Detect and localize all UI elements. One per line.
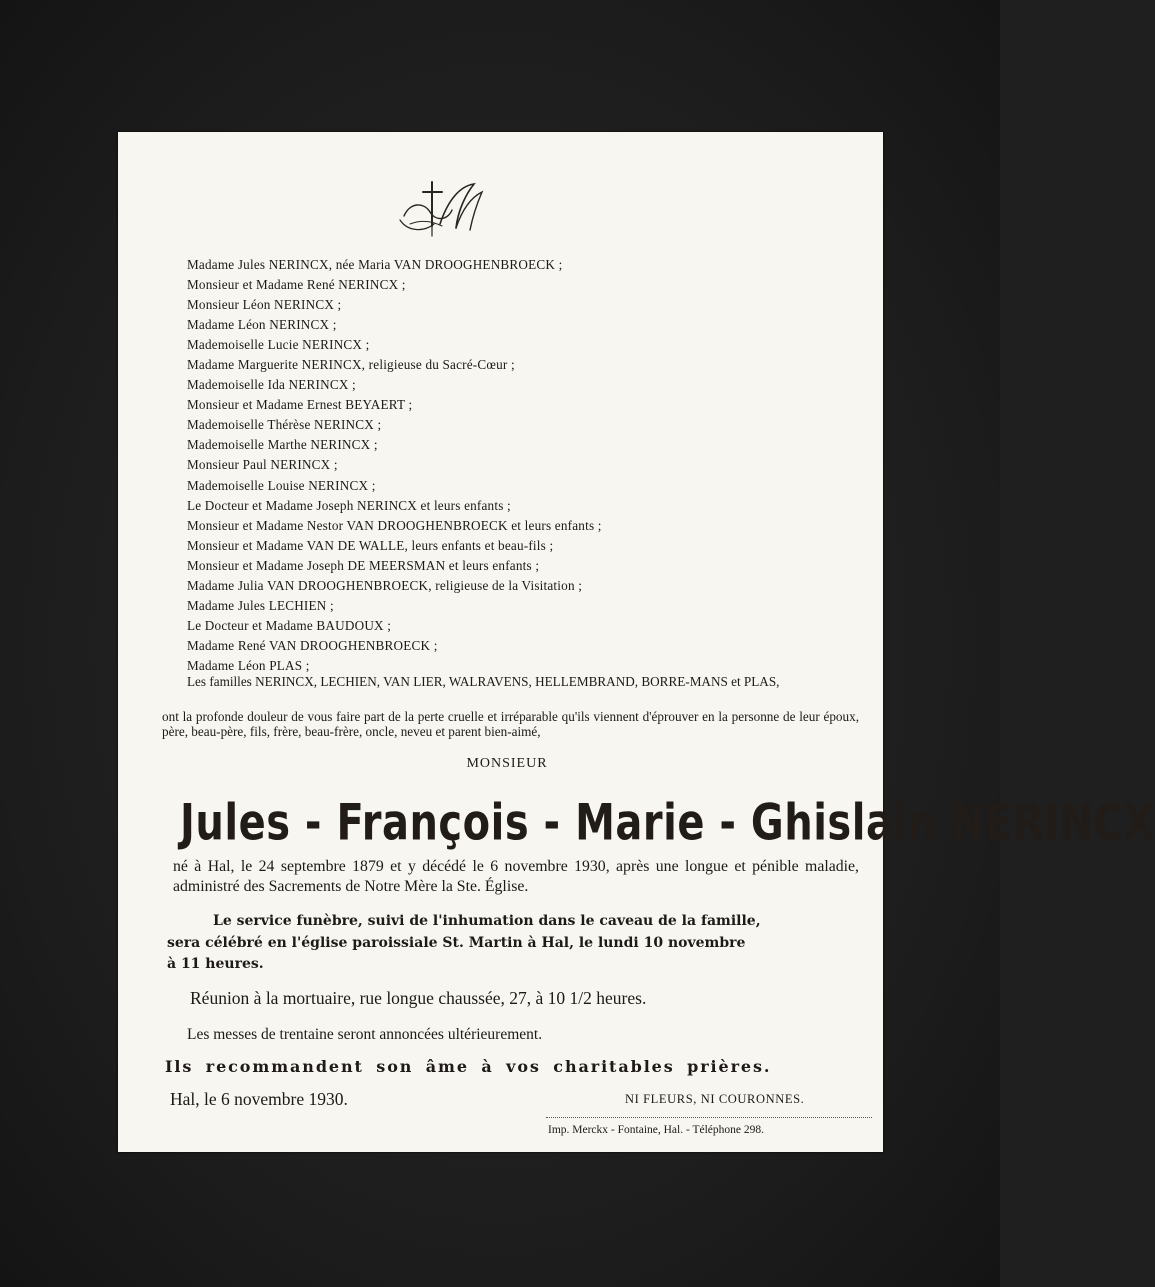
mourner-line: Mademoiselle Ida NERINCX ; [187, 377, 356, 393]
announcement-paragraph: ont la profonde douleur de vous faire part de la perte cruelle et irréparable qu'ils viennent d'éprouver en la personne de leur époux, père, beau-père, fils, frère, beau-frère, oncle, neveu et parent bien-aimé, [162, 709, 859, 739]
reunion-line: Réunion à la mortuaire, rue longue chaussée, 27, à 10 1/2 heures. [190, 988, 647, 1008]
mourner-line: Madame Julia VAN DROOGHENBROECK, religieuse de la Visitation ; [187, 577, 583, 593]
mourner-line: Mademoiselle Thérèse NERINCX ; [187, 417, 382, 433]
honorific-text: MONSIEUR [466, 756, 548, 771]
dotted-divider [546, 1117, 872, 1118]
mourner-line: Madame René VAN DROOGHENBROECK ; [187, 637, 438, 653]
mourner-line: Le Docteur et Madame BAUDOUX ; [187, 617, 392, 633]
mourner-line: Madame Jules LECHIEN ; [187, 597, 334, 613]
service-line-2: sera célébré en l'église paroissiale St. Martin à Hal, le lundi 10 novembre [167, 934, 746, 951]
mourner-line: Mademoiselle Marthe NERINCX ; [187, 437, 378, 453]
place-date: Hal, le 6 novembre 1930. [170, 1089, 348, 1109]
recommendation-line: Ils recommandent son âme à vos charitables prières. [165, 1057, 772, 1076]
honorific [0, 756, 1000, 772]
service-line-3: à 11 heures. [167, 956, 264, 972]
deceased-name: Jules - François - Marie - Ghislain NERINCX [180, 794, 1155, 852]
service-line-1: Le service funèbre, suivi de l'inhumation dans le caveau de la famille, [213, 913, 761, 929]
printer-imprint: Imp. Merckx - Fontaine, Hal. - Téléphone 298. [548, 1124, 764, 1136]
cross-monogram-icon [390, 180, 490, 240]
no-flowers-note: NI FLEURS, NI COURONNES. [625, 1092, 805, 1106]
mourners-list [187, 255, 867, 676]
mourner-line: Monsieur et Madame Ernest BEYAERT ; [187, 397, 413, 413]
mourner-line: Monsieur Léon NERINCX ; [187, 297, 342, 313]
mourner-line: Madame Léon NERINCX ; [187, 317, 337, 333]
mourner-line: Madame Léon PLAS ; [187, 657, 310, 673]
mourner-line: Mademoiselle Louise NERINCX ; [187, 477, 376, 493]
birth-death-paragraph: né à Hal, le 24 septembre 1879 et y décédé le 6 novembre 1930, après une longue et pénible maladie, administré des Sacrements de Notre Mère la Ste. Église. [173, 858, 859, 895]
mourner-line: Madame Marguerite NERINCX, religieuse du Sacré-Cœur ; [187, 357, 515, 373]
mourner-line: Monsieur et Madame Joseph DE MEERSMAN et leurs enfants ; [187, 557, 540, 573]
mourner-line: Mademoiselle Lucie NERINCX ; [187, 337, 370, 353]
mourner-line: Madame Jules NERINCX, née Maria VAN DROOGHENBROECK ; [187, 257, 563, 272]
families-line: Les familles NERINCX, LECHIEN, VAN LIER, WALRAVENS, HELLEMBRAND, BORRE-MANS et PLAS, [187, 674, 780, 689]
mourner-line: Monsieur et Madame VAN DE WALLE, leurs enfants et beau-fils ; [187, 537, 554, 553]
mourner-line: Monsieur Paul NERINCX ; [187, 457, 338, 473]
masses-line: Les messes de trentaine seront annoncées ultérieurement. [187, 1026, 543, 1043]
mourner-line: Monsieur et Madame René NERINCX ; [187, 277, 406, 293]
mourner-line: Monsieur et Madame Nestor VAN DROOGHENBROECK et leurs enfants ; [187, 517, 602, 533]
funeral-service-paragraph [167, 911, 859, 976]
mourner-line: Le Docteur et Madame Joseph NERINCX et leurs enfants ; [187, 497, 511, 513]
